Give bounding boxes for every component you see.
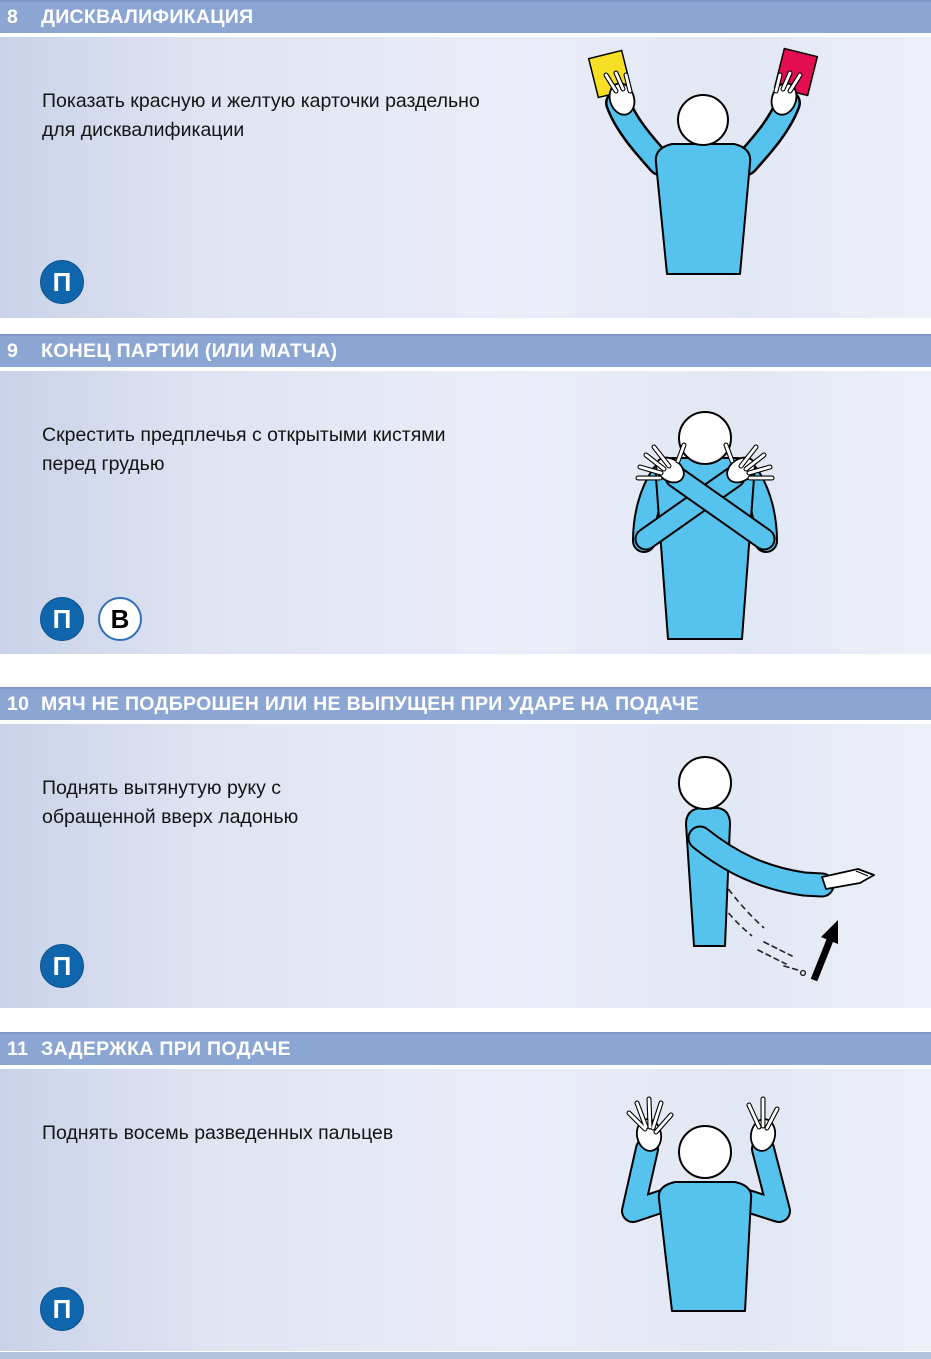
- section-title: МЯЧ НЕ ПОДБРОШЕН ИЛИ НЕ ВЫПУЩЕН ПРИ УДАРЕ НА ПОДАЧЕ: [41, 693, 700, 715]
- first-referee-badge: П: [40, 260, 84, 304]
- signal-description: [42, 1119, 393, 1148]
- first-referee-badge: П: [40, 597, 84, 641]
- signal-description: [42, 421, 446, 479]
- section-body: [0, 37, 931, 318]
- section-title: ДИСКВАЛИФИКАЦИЯ: [41, 6, 254, 28]
- section-number: 9: [7, 340, 19, 362]
- description-line: перед грудью: [42, 453, 165, 475]
- referee-head: [679, 757, 731, 809]
- torso: [656, 144, 750, 274]
- upward-arrow-icon: [814, 920, 838, 980]
- figure-delay-in-service-illustration: [593, 1087, 858, 1349]
- section-end-of-set: [0, 334, 931, 654]
- figure-end-of-set-illustration: [598, 381, 838, 641]
- torso: [659, 1182, 751, 1311]
- section-disqualification: [0, 0, 931, 318]
- description-line: Поднять вытянутую руку с: [42, 777, 282, 799]
- section-body: [0, 1069, 931, 1351]
- section-header: [0, 1032, 931, 1065]
- referee-head: [678, 95, 728, 145]
- signal-description: [42, 87, 480, 145]
- figure-ball-not-tossed-illustration: [612, 752, 902, 1004]
- section-ball-not-tossed: [0, 687, 931, 1008]
- next-section-header-partial: [0, 1352, 931, 1359]
- description-line: для дисквалификации: [42, 119, 245, 141]
- figure-disqualification-illustration: [548, 41, 878, 317]
- section-body: [0, 724, 931, 1008]
- signal-description: [42, 774, 298, 832]
- section-number: 10: [7, 693, 30, 715]
- palm-up-hand: [822, 869, 874, 889]
- referee-head: [679, 1126, 731, 1178]
- first-referee-badge: П: [40, 944, 84, 988]
- section-body: [0, 371, 931, 654]
- description-line: Показать красную и желтую карточки раздельно: [42, 90, 480, 112]
- referee-badges: [40, 260, 84, 304]
- description-line: обращенной вверх ладонью: [42, 806, 299, 828]
- section-number: 11: [7, 1038, 29, 1060]
- section-number: 8: [7, 6, 19, 28]
- left-hand-five-fingers: [629, 1099, 671, 1153]
- section-header: [0, 334, 931, 367]
- section-header: [0, 687, 931, 720]
- referee-badges: [40, 1287, 84, 1331]
- referee-badges: [40, 944, 84, 988]
- referee-badges: [40, 597, 142, 641]
- section-title: КОНЕЦ ПАРТИИ (ИЛИ МАТЧА): [41, 340, 338, 362]
- referee-head: [679, 412, 731, 464]
- section-header: [0, 0, 931, 33]
- section-title: ЗАДЕРЖКА ПРИ ПОДАЧЕ: [41, 1038, 291, 1060]
- description-line: Скрестить предплечья с открытыми кистями: [42, 424, 446, 446]
- description-line: Поднять восемь разведенных пальцев: [42, 1122, 394, 1144]
- second-referee-badge: В: [98, 597, 142, 641]
- section-delay-in-service: [0, 1032, 931, 1351]
- first-referee-badge: П: [40, 1287, 84, 1331]
